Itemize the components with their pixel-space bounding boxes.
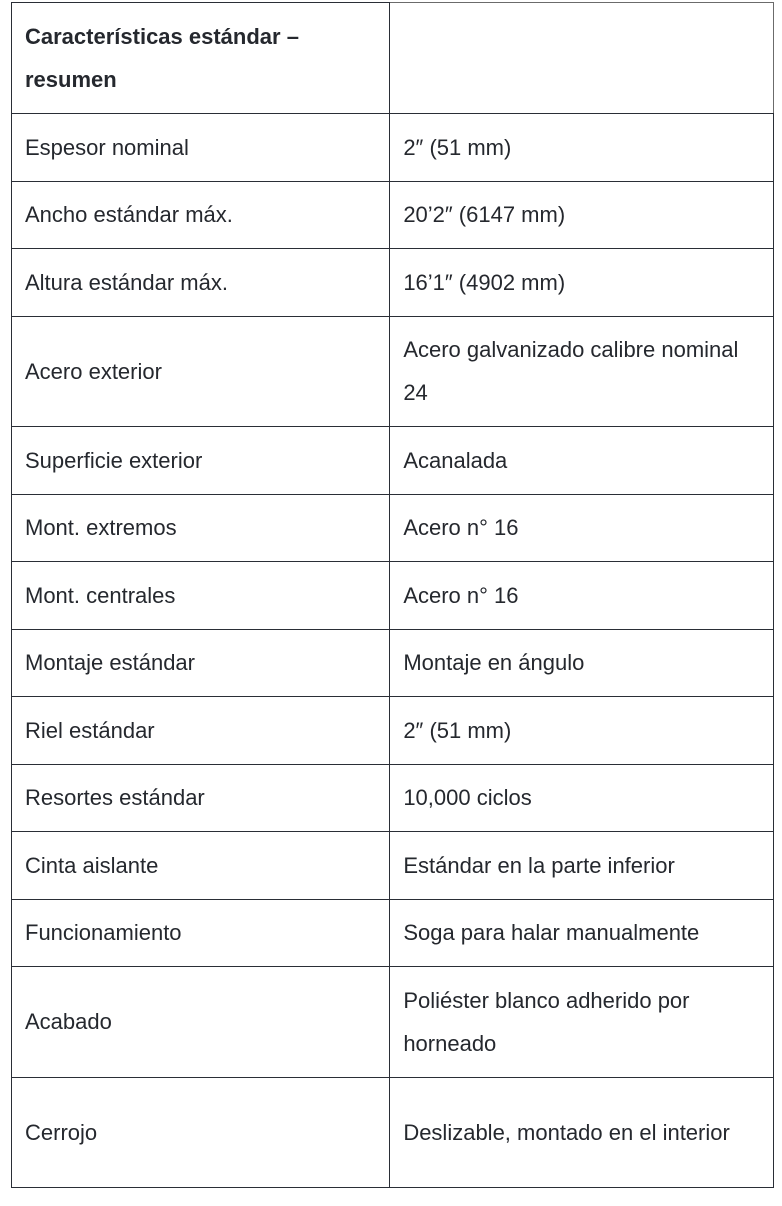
row-label: Altura estándar máx. [12, 249, 390, 317]
specifications-table [11, 2, 774, 1188]
table-row [12, 316, 774, 427]
table-header-value [390, 3, 774, 114]
row-label: Ancho estándar máx. [12, 181, 390, 249]
table-header-label: Características estándar – resumen [12, 3, 390, 114]
row-label: Acero exterior [12, 316, 390, 427]
row-label: Mont. centrales [12, 562, 390, 630]
row-value: 20’2″ (6147 mm) [390, 181, 774, 249]
row-value: Acero n° 16 [390, 494, 774, 562]
table-row [12, 562, 774, 630]
row-label: Mont. extremos [12, 494, 390, 562]
row-label: Cerrojo [12, 1077, 390, 1188]
table-row [12, 1077, 774, 1188]
row-value: 10,000 ciclos [390, 764, 774, 832]
row-value: Acero n° 16 [390, 562, 774, 630]
table-row [12, 249, 774, 317]
row-label: Montaje estándar [12, 629, 390, 697]
table-row [12, 629, 774, 697]
table-row [12, 181, 774, 249]
row-label: Resortes estándar [12, 764, 390, 832]
table-row [12, 899, 774, 967]
row-value: Acero galvanizado calibre nominal 24 [390, 316, 774, 427]
row-value: Estándar en la parte inferior [390, 832, 774, 900]
row-label: Funcionamiento [12, 899, 390, 967]
row-value: Deslizable, montado en el interior [390, 1077, 774, 1188]
table-row [12, 114, 774, 182]
table-row [12, 967, 774, 1078]
row-value: Acanalada [390, 427, 774, 495]
row-value: Soga para halar manualmente [390, 899, 774, 967]
table-row [12, 832, 774, 900]
row-label: Cinta aislante [12, 832, 390, 900]
row-label: Acabado [12, 967, 390, 1078]
row-value: 16’1″ (4902 mm) [390, 249, 774, 317]
table-header-row [12, 3, 774, 114]
row-label: Riel estándar [12, 697, 390, 765]
table-row [12, 764, 774, 832]
row-value: 2″ (51 mm) [390, 114, 774, 182]
row-value: Poliéster blanco adherido por horneado [390, 967, 774, 1078]
table-row [12, 427, 774, 495]
row-value: 2″ (51 mm) [390, 697, 774, 765]
row-label: Espesor nominal [12, 114, 390, 182]
table-row [12, 494, 774, 562]
table-row [12, 697, 774, 765]
row-value: Montaje en ángulo [390, 629, 774, 697]
row-label: Superficie exterior [12, 427, 390, 495]
table-body [12, 114, 774, 1188]
